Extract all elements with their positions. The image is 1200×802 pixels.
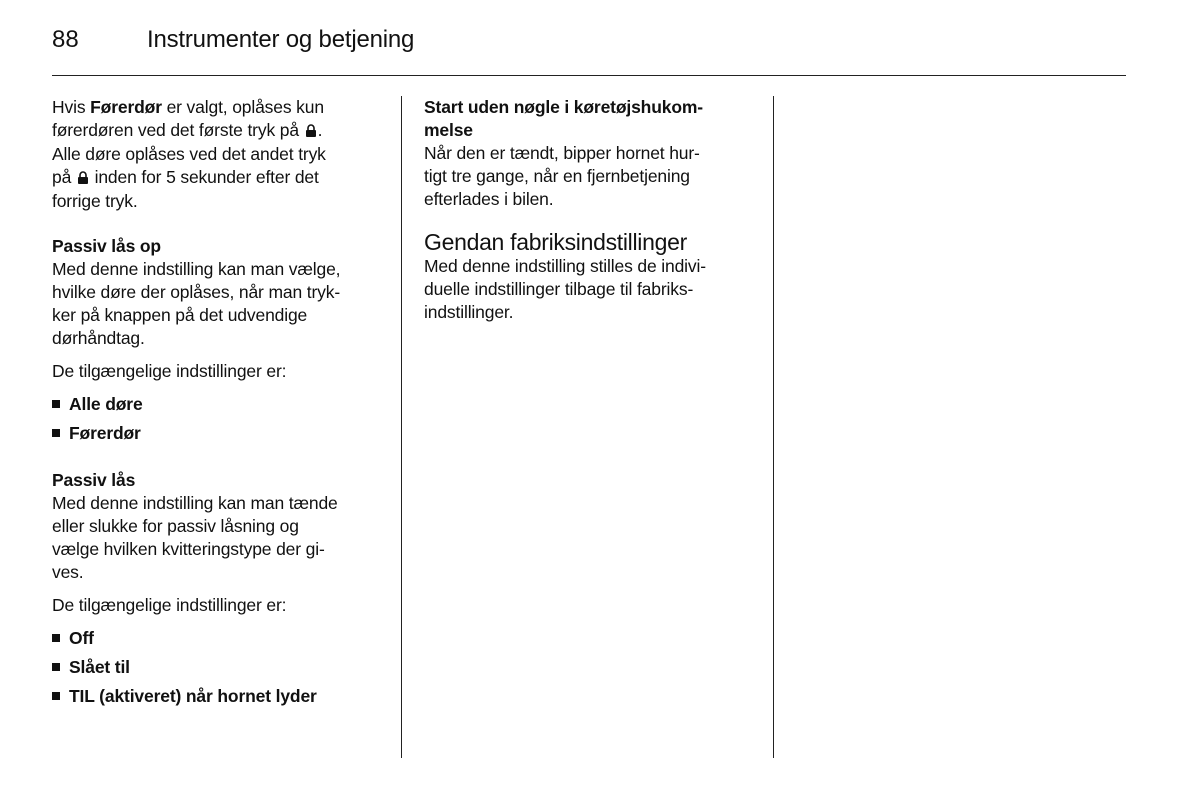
options-list	[52, 393, 387, 445]
text-line: hvilke døre der oplåses, når man tryk-	[52, 282, 341, 302]
header-rule	[52, 75, 1126, 76]
text-line: Med denne indstilling kan man tænde	[52, 493, 338, 513]
text-fragment: førerdøren ved det første tryk på	[52, 120, 304, 140]
list-item-label: TIL (aktiveret) når hornet lyder	[69, 686, 317, 706]
column-divider	[773, 96, 774, 758]
text-line: vælge hvilken kvitteringstype der gi-	[52, 539, 325, 559]
section-heading	[424, 96, 759, 142]
bullet-icon	[52, 692, 60, 700]
text-fragment: Hvis	[52, 97, 91, 117]
bullet-icon	[52, 400, 60, 408]
list-item	[52, 685, 387, 708]
text-line: Når den er tændt, bipper hornet hur-	[424, 143, 700, 163]
section-body	[424, 255, 759, 324]
bold-term: Førerdør	[90, 97, 162, 117]
text-fragment: på	[52, 167, 76, 187]
text-fragment: er valgt, oplåses kun	[161, 97, 324, 117]
column-left	[52, 96, 387, 720]
intro-paragraph: Hvis Førerdør er valgt, oplåses kun førerdøren ved det første tryk på . Alle døre oplåses ved det andet tryk på inden for 5 sekunder efter det forrige tryk.	[52, 97, 326, 211]
text-line: Med denne indstilling stilles de indivi-	[424, 256, 706, 276]
heading-line: melse	[424, 120, 473, 140]
list-item	[52, 627, 387, 650]
list-item	[52, 656, 387, 679]
text-fragment: Alle døre oplåses ved det andet tryk	[52, 144, 326, 164]
text-fragment: inden for 5 sekunder efter det	[89, 167, 319, 187]
heading-line: Start uden nøgle i køretøjshukom-	[424, 97, 703, 117]
page-number: 88	[52, 26, 79, 53]
page-title: Instrumenter og betjening	[147, 26, 415, 53]
text-line: Med denne indstilling kan man vælge,	[52, 259, 341, 279]
text-line: duelle indstillinger tilbage til fabriks-	[424, 279, 694, 299]
list-item	[52, 422, 387, 445]
section-body	[424, 142, 759, 211]
lock-icon	[305, 120, 317, 143]
section-body	[52, 492, 387, 584]
section-title: Gendan fabriksindstillinger	[424, 229, 687, 255]
section-heading: Passiv lås	[52, 470, 136, 490]
list-item-label: Alle døre	[69, 394, 143, 414]
bullet-icon	[52, 429, 60, 437]
list-item-label: Førerdør	[69, 423, 141, 443]
text-line: ves.	[52, 562, 84, 582]
list-item	[52, 393, 387, 416]
text-line: ker på knappen på det udvendige	[52, 305, 308, 325]
column-middle	[424, 96, 759, 334]
text-line: dørhåndtag.	[52, 328, 145, 348]
text-line: efterlades i bilen.	[424, 189, 554, 209]
bullet-icon	[52, 634, 60, 642]
options-intro: De tilgængelige indstillinger er:	[52, 595, 287, 615]
text-fragment: forrige tryk.	[52, 191, 138, 211]
options-list	[52, 627, 387, 708]
text-line: indstillinger.	[424, 302, 514, 322]
text-line: eller slukke for passiv låsning og	[52, 516, 299, 536]
list-item-label: Off	[69, 628, 94, 648]
lock-icon	[77, 167, 89, 190]
options-intro: De tilgængelige indstillinger er:	[52, 361, 287, 381]
bullet-icon	[52, 663, 60, 671]
section-heading: Passiv lås op	[52, 236, 161, 256]
section-body	[52, 258, 387, 350]
page-header	[52, 26, 1126, 56]
text-line: tigt tre gange, når en fjernbetjening	[424, 166, 690, 186]
list-item-label: Slået til	[69, 657, 130, 677]
column-divider	[401, 96, 402, 758]
